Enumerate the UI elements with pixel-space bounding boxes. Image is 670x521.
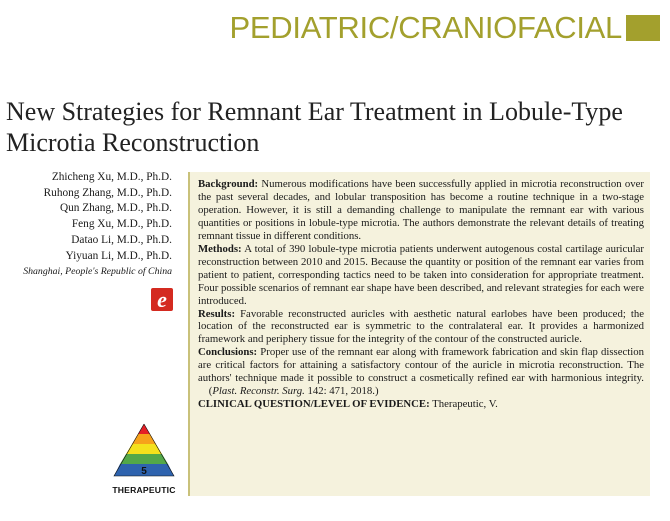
author-name: Ruhong Zhang, M.D., Ph.D.: [43, 186, 172, 199]
abstract-results: Results: Favorable reconstructed auricles with aesthetic natural earlobes have been produced; the location of the reconstructed ear is symmetric to the contralateral ear. It provides a harmonized framework and periphery tissue for the integrity of the contour of the constructed auricle.: [198, 307, 644, 346]
abstract-methods: Methods: A total of 390 lobule-type microtia patients underwent autogenous costal cartilage auricular reconstruction between 2010 and 2015. Because the quantity or position of the remnant ear varies from patient to patient, corresponding tactics need to be taken into consideration for appropriate treatment. Four possible scenarios of remnant ear shape have been described, and relevant strategies for each were introduced.: [198, 242, 644, 307]
abstract-background: Background: Numerous modifications have been successfully applied in microtia reconstruction over the past several decades, and lobular transposition has become a routine technique in a two-stage operation. However, it is still a demanding challenge to manipulate the remnant ear with various quantities or positions in lobule-type microtia. The authors demonstrate the relevant details of treating remnant tissue in different conditions.: [198, 178, 644, 242]
e-video-letter: e: [157, 287, 167, 312]
e-video-icon[interactable]: [151, 288, 173, 311]
author-name: Qun Zhang, M.D., Ph.D.: [59, 202, 172, 215]
abstract-box: [188, 172, 650, 496]
section-header: [230, 8, 660, 48]
author-name: Yiyuan Li, M.D., Ph.D.: [65, 249, 172, 262]
affiliation: Shanghai, People's Republic of China: [23, 266, 172, 277]
abstract-clinical-question: CLINICAL QUESTION/LEVEL OF EVIDENCE: Therapeutic, V.: [198, 398, 498, 411]
evidence-level-number: 5: [141, 466, 147, 477]
author-list: [44, 170, 172, 264]
author-name: Datao Li, M.D., Ph.D.: [71, 233, 172, 246]
author-name: Zhicheng Xu, M.D., Ph.D.: [51, 171, 172, 183]
section-color-block: [626, 15, 660, 41]
section-label: PEDIATRIC/CRANIOFACIAL: [229, 10, 622, 45]
evidence-label: THERAPEUTIC: [112, 485, 176, 495]
evidence-pyramid-icon: [112, 422, 176, 498]
abstract-conclusions: Conclusions: Proper use of the remnant ear along with framework fabrication and skin flap dissection are critical factors for attaining a satisfactory contour of the auricle in microtia reconstruction. The authors' technique made it possible to construct a cosmetically refined ear with harmonious integrity. (Plast. Reconstr. Surg. 142: 471, 2018.): [198, 346, 644, 398]
article-title: New Strategies for Remnant Ear Treatment in Lobule-Type Microtia Reconstruction: [6, 97, 623, 157]
citation-journal: Plast. Reconstr. Surg.: [212, 385, 305, 398]
author-name: Feng Xu, M.D., Ph.D.: [71, 218, 172, 231]
